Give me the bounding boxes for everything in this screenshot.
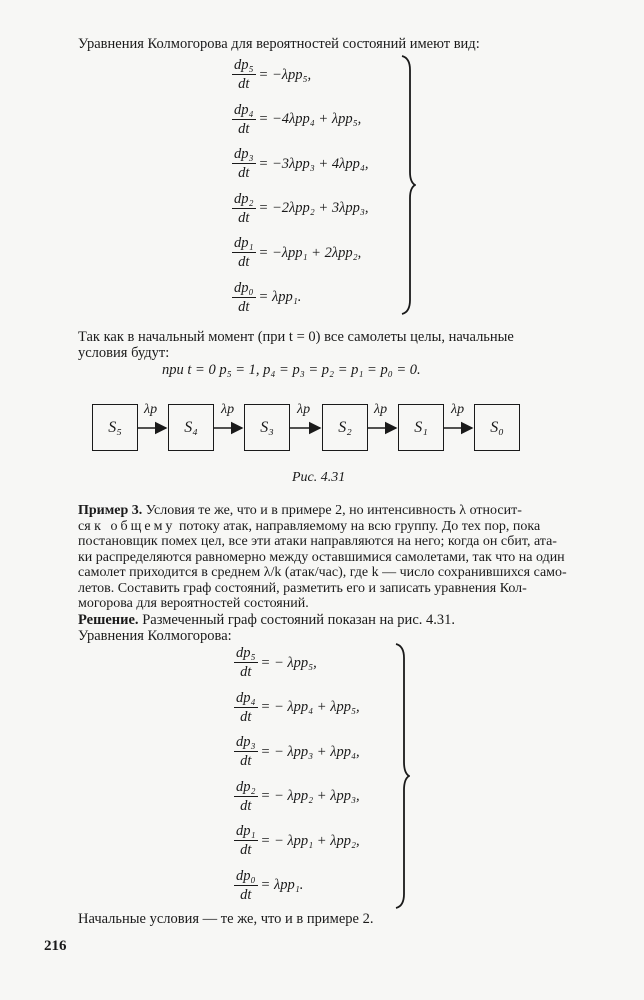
example-line: ки распределяются равномерно между оставшимися самолетами, так что на один	[78, 549, 565, 565]
fraction-denominator: dt	[240, 708, 252, 725]
equation-rhs: = λpp₁.	[260, 877, 304, 893]
example-emphasis: к общему	[94, 518, 176, 534]
equation-rhs: = −3λpp₃ + 4λpp₄,	[258, 155, 369, 172]
equation-row	[234, 779, 360, 814]
equation-rhs: = −4λpp₄ + λpp₅,	[258, 111, 362, 127]
fraction-denominator: dt	[238, 76, 250, 92]
fraction-denominator: dt	[240, 886, 252, 903]
example-title: Пример 3.	[78, 503, 143, 518]
edge-label: λp	[374, 402, 388, 417]
edge-label: λp	[221, 402, 235, 417]
derivative-fraction	[234, 645, 258, 680]
fraction-numerator: dp₀	[234, 279, 254, 296]
fraction-numerator: dp₃	[236, 734, 256, 750]
fraction-numerator: dp₄	[236, 689, 256, 706]
derivative-fraction	[234, 868, 258, 903]
equation-rhs: = −λpp₁ + 2λpp₂,	[258, 244, 362, 261]
fraction-denominator: dt	[238, 209, 250, 226]
example-line: ся	[78, 518, 95, 534]
state-node-s2: S₂	[322, 404, 368, 451]
equation-rhs: = −λpp₅,	[258, 66, 312, 83]
fraction-denominator: dt	[238, 298, 250, 315]
solution-title: Решение.	[78, 612, 139, 628]
equation-row	[234, 823, 360, 858]
fraction-numerator: dp₀	[236, 867, 256, 884]
fraction-numerator: dp₂	[236, 778, 256, 795]
initial-line-1: Так как в начальный момент (при t = 0) все самолеты целы, начальные	[78, 329, 514, 345]
right-brace-2	[394, 642, 410, 910]
closing-text: Начальные условия — те же, что и в примере 2.	[78, 911, 374, 927]
derivative-fraction	[234, 690, 258, 725]
fraction-denominator: dt	[238, 165, 250, 181]
initial-formula: при t = 0 p₅ = 1, p₄ = p₃ = p₂ = p₁ = p₀ = 0.	[162, 362, 421, 378]
fraction-numerator: dp₃	[234, 146, 254, 162]
equation-rhs: = − λpp₄ + λpp₅,	[260, 699, 360, 715]
derivative-fraction	[234, 823, 258, 858]
example-line: постановщик помех цел, все эти атаки направляются на него; когда он сбит, ата-	[78, 534, 557, 549]
fraction-numerator: dp₄	[234, 101, 254, 118]
state-node-s4: S₄	[168, 404, 214, 451]
equation-rhs: = − λpp₁ + λpp₂,	[260, 832, 360, 849]
example-line: потоку атак, направляемому на всю группу. До тех пор, пока	[175, 518, 541, 534]
equation-rhs: = λpp₁.	[258, 289, 302, 305]
state-node-s5: S₅	[92, 404, 138, 451]
solution-eq-intro: Уравнения Колмогорова:	[78, 628, 232, 644]
equation-rhs: = −2λpp₂ + 3λpp₃,	[258, 200, 369, 216]
equation-rhs: = − λpp₂ + λpp₃,	[260, 788, 360, 804]
state-node-s1: S₁	[398, 404, 444, 451]
equation-row	[234, 734, 360, 769]
fraction-denominator: dt	[238, 254, 250, 270]
fraction-denominator: dt	[240, 797, 252, 814]
edge-label: λp	[144, 402, 158, 417]
example-line: Условия те же, что и в примере 2, но интенсивность λ относит-	[142, 503, 522, 518]
fraction-numerator: dp₁	[236, 823, 256, 839]
state-graph-arrows	[0, 0, 644, 470]
initial-line-2: условия будут:	[78, 345, 170, 361]
equation-rhs: = − λpp₃ + λpp₄,	[260, 743, 360, 760]
fraction-denominator: dt	[240, 664, 252, 680]
intro-text: Уравнения Колмогорова для вероятностей состояний имеют вид:	[78, 36, 480, 52]
example-line: летов. Составить граф состояний, разметить его и записать уравнения Кол-	[78, 580, 527, 596]
derivative-fraction	[234, 734, 258, 769]
example-line: самолет приходится в среднем λ/k (атак/час), где k — число сохранившихся само-	[78, 565, 567, 580]
edge-label: λp	[297, 402, 311, 417]
state-node-s3: S₃	[244, 404, 290, 451]
equation-rhs: = − λpp₅,	[260, 654, 317, 671]
solution-text: Размеченный граф состояний показан на рис. 4.31.	[138, 612, 455, 628]
page-number: 216	[44, 938, 67, 954]
edge-label: λp	[451, 402, 465, 417]
example-paragraph	[78, 503, 604, 612]
fraction-denominator: dt	[240, 753, 252, 769]
equation-row	[234, 868, 303, 903]
equation-row	[234, 690, 360, 725]
equation-row	[234, 645, 317, 680]
fraction-denominator: dt	[240, 842, 252, 858]
fraction-numerator: dp₁	[234, 235, 254, 251]
fraction-numerator: dp₅	[234, 57, 254, 73]
figure-caption: Рис. 4.31	[292, 470, 346, 485]
derivative-fraction	[234, 779, 258, 814]
example-line: могорова для вероятностей состояний.	[78, 596, 309, 611]
fraction-numerator: dp₂	[234, 190, 254, 207]
state-node-s0: S₀	[474, 404, 520, 451]
fraction-numerator: dp₅	[236, 645, 256, 661]
fraction-denominator: dt	[238, 120, 250, 137]
